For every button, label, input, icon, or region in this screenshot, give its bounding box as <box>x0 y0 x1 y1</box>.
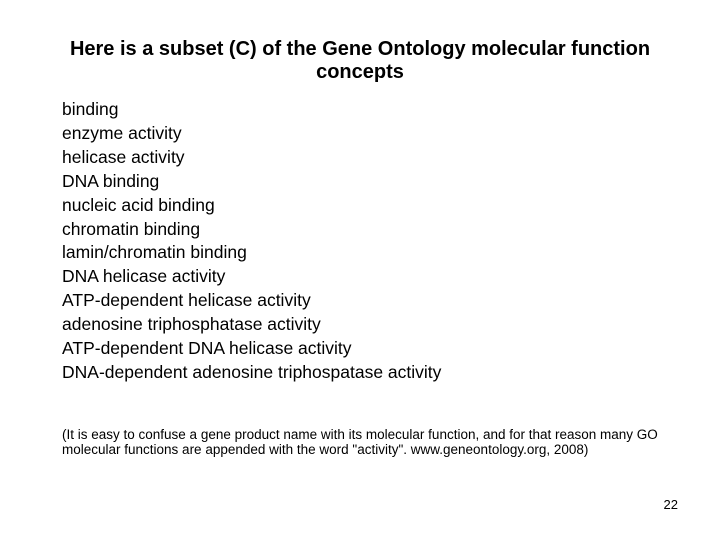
page-number: 22 <box>663 497 678 512</box>
concept-item: helicase activity <box>62 146 185 167</box>
concept-item: ATP-dependent helicase activity <box>62 290 311 311</box>
concept-item: enzyme activity <box>62 122 182 143</box>
footnote: (It is easy to confuse a gene product name with its molecular function, and for that reason many GO molecular functions are appended with the word "activity". www.geneontology.org, 2008) <box>62 427 658 457</box>
concept-item: chromatin binding <box>62 218 201 239</box>
concept-item: DNA helicase activity <box>62 266 226 287</box>
concept-item: ATP-dependent DNA helicase activity <box>62 338 352 359</box>
concept-list <box>62 98 441 385</box>
concept-item: DNA binding <box>62 170 160 191</box>
concept-item: DNA-dependent adenosine triphospatase activity <box>62 361 442 382</box>
concept-item: adenosine triphosphatase activity <box>62 314 321 335</box>
slide-title: Here is a subset (C) of the Gene Ontology molecular function concepts <box>69 38 651 83</box>
concept-item: lamin/chromatin binding <box>62 242 247 263</box>
concept-item: binding <box>62 99 119 119</box>
concept-item: nucleic acid binding <box>62 194 215 215</box>
